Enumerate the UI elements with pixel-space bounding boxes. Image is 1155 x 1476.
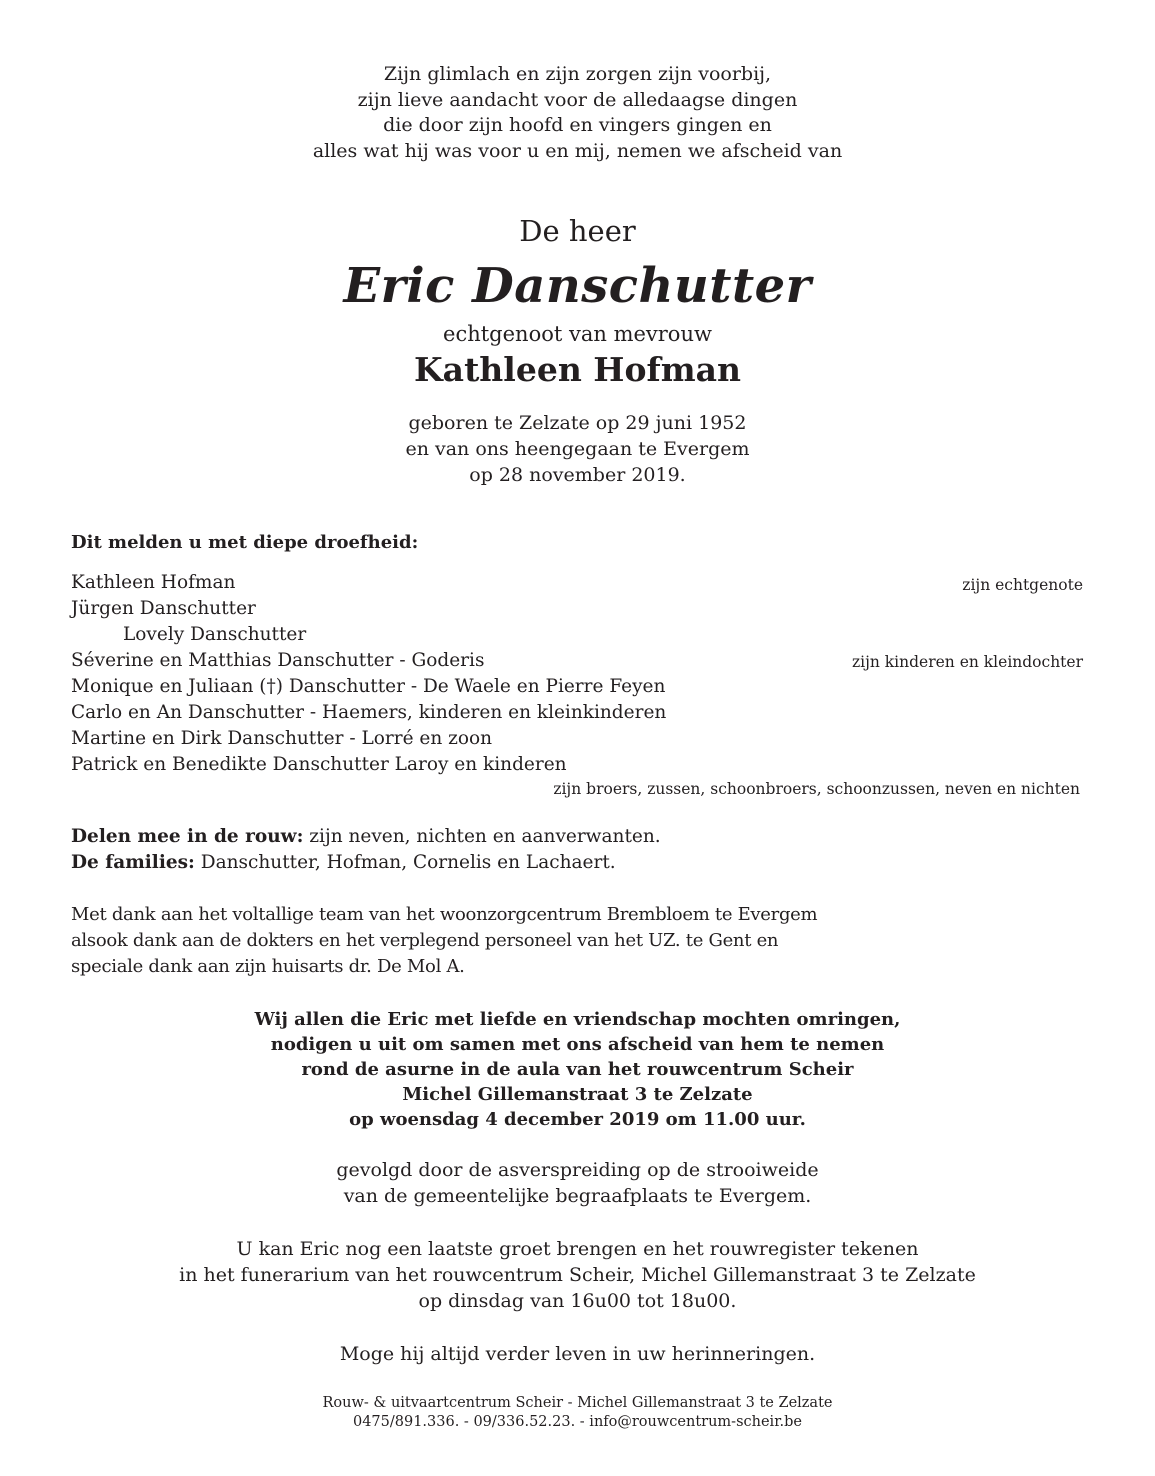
poem-line: Zijn glimlach en zijn zorgen zijn voorbij, (383, 63, 772, 85)
family-member: Kathleen Hofman (71, 572, 236, 593)
family-member: Séverine en Matthias Danschutter - Goderis (71, 650, 485, 671)
footer-contact: 0475/891.336. - 09/336.52.23. - info@rouwcentrum-scheir.be (352, 1414, 803, 1430)
ash-scattering (0, 1157, 1155, 1209)
mourning-families (71, 852, 616, 873)
announcement-heading: Dit melden u met diepe droefheid: (71, 532, 419, 553)
ceremony-details (0, 1007, 1155, 1132)
footer-address: Rouw- & uitvaartcentrum Scheir - Michel Gillemanstraat 3 te Zelzate (322, 1395, 833, 1411)
deceased-name: Eric Danschutter (343, 258, 812, 314)
poem-line: alles wat hij was voor u en mij, nemen we afscheid van (312, 139, 843, 162)
poem-line: zijn lieve aandacht voor de alledaagse dingen (357, 88, 798, 111)
footer (0, 1394, 1155, 1432)
spouse-intro: echtgenoot van mevrouw (443, 322, 712, 346)
ceremony-line: Michel Gillemanstraat 3 te Zelzate (402, 1084, 753, 1105)
mourning-share-text: zijn neven, nichten en aanverwanten. (303, 826, 661, 847)
relation-label: zijn kinderen en kleindochter (851, 653, 1083, 671)
thanks-line: alsook dank aan de dokters en het verplegend personeel van het UZ. te Gent en (71, 930, 779, 951)
spouse-name: Kathleen Hofman (414, 350, 741, 389)
life-line: geboren te Zelzate op 29 juni 1952 (408, 412, 747, 434)
visit-line: op dinsdag van 16u00 tot 18u00. (418, 1290, 737, 1312)
mourning-share-label: Delen mee in de rouw: (71, 826, 304, 847)
poem-line: die door zijn hoofd en vingers gingen en (383, 114, 772, 136)
salutation: De heer (519, 214, 636, 248)
visit-line: U kan Eric nog een laatste groet brengen en het rouwregister tekenen (236, 1238, 919, 1260)
after-line: gevolgd door de asverspreiding op de strooiweide (336, 1159, 819, 1181)
after-line: van de gemeentelijke begraafplaats te Evergem. (343, 1185, 812, 1207)
thanks-line: Met dank aan het voltallige team van het woonzorgcentrum Brembloem te Evergem (71, 904, 818, 925)
family-member: Jürgen Danschutter (71, 598, 256, 619)
thanks-line: speciale dank aan zijn huisarts dr. De Mol A. (71, 956, 465, 977)
life-line: op 28 november 2019. (469, 464, 686, 486)
ceremony-line: Wij allen die Eric met liefde en vriendschap mochten omringen, (254, 1009, 901, 1030)
family-member: Carlo en An Danschutter - Haemers, kinderen en kleinkinderen (71, 702, 667, 723)
mourning-families-text: Danschutter, Hofman, Cornelis en Lachaert. (194, 852, 616, 873)
ceremony-line: nodigen u uit om samen met ons afscheid van hem te nemen (270, 1034, 885, 1055)
relation-label: zijn echtgenote (962, 576, 1083, 594)
ceremony-line: rond de asurne in de aula van het rouwcentrum Scheir (301, 1059, 854, 1080)
family-member: Monique en Juliaan (†) Danschutter - De Waele en Pierre Feyen (71, 676, 666, 697)
mourning-families-label: De families: (71, 852, 195, 873)
life-dates (0, 410, 1155, 488)
ceremony-line: op woensdag 4 december 2019 om 11.00 uur. (349, 1109, 806, 1130)
mourning-share (71, 826, 661, 847)
family-member: Lovely Danschutter (123, 624, 307, 645)
visit-line: in het funerarium van het rouwcentrum Scheir, Michel Gillemanstraat 3 te Zelzate (179, 1264, 976, 1286)
closing-line: Moge hij altijd verder leven in uw herinneringen. (339, 1343, 816, 1365)
poem (0, 62, 1155, 164)
family-member: Martine en Dirk Danschutter - Lorré en zoon (71, 728, 493, 749)
relation-label: zijn broers, zussen, schoonbroers, schoonzussen, neven en nichten (553, 780, 1080, 798)
visitation (0, 1236, 1155, 1314)
family-member: Patrick en Benedikte Danschutter Laroy en kinderen (71, 754, 567, 775)
life-line: en van ons heengegaan te Evergem (405, 438, 750, 460)
